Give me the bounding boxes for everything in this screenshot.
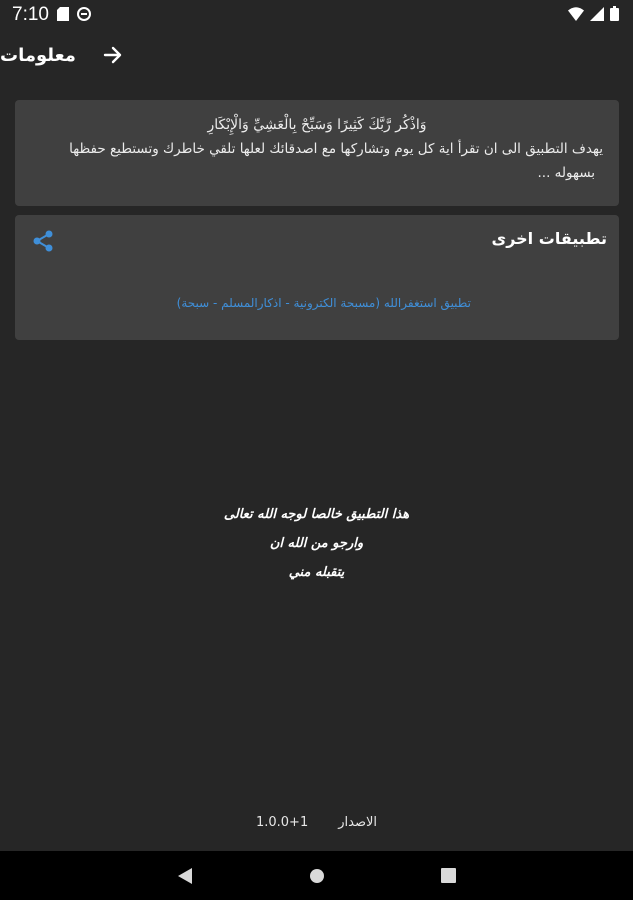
dedication-line-2: وارجو من الله ان <box>269 536 364 551</box>
page-title: معلومات <box>0 44 76 66</box>
square-recents-icon <box>441 868 456 883</box>
info-card <box>15 100 619 206</box>
wifi-icon <box>568 6 584 25</box>
nav-back-button[interactable] <box>173 864 197 888</box>
back-button[interactable] <box>98 40 128 70</box>
do-not-disturb-icon <box>77 6 91 25</box>
verse-text: وَاذْكُر رَّبَّكَ كَثِيرًا وَسَبِّحْ بِالْعَشِيِّ وَالْإِبْكَارِ <box>207 117 427 133</box>
other-app-link[interactable]: تطبيق استغفرالله (مسبحة الكترونية - اذكارالمسلم - سبحة) <box>176 296 471 310</box>
nav-recents-button[interactable] <box>437 864 461 888</box>
version-number: 1.0.0+1 <box>255 815 309 830</box>
app-description: يهدف التطبيق الى ان تقرأ اية كل يوم وتشاركها مع اصدقائك لعلها تلقي خاطرك وتستطيع حفظها <box>69 141 603 157</box>
other-apps-title: تطبيقات اخرى <box>491 229 607 248</box>
app-bar <box>0 30 633 80</box>
version-label: الاصدار <box>338 815 378 830</box>
other-apps-card <box>15 215 619 340</box>
share-button[interactable] <box>29 227 57 255</box>
nav-home-button[interactable] <box>305 864 329 888</box>
circle-home-icon <box>309 868 325 884</box>
app-description-continued: بسهوله ... <box>537 165 595 181</box>
version-info <box>0 815 633 830</box>
battery-icon <box>610 6 619 25</box>
signal-icon <box>590 6 604 25</box>
dedication-line-3: يتقبله مني <box>288 565 345 580</box>
arrow-back-icon <box>103 46 123 64</box>
status-bar <box>0 0 633 30</box>
navigation-bar <box>0 851 633 900</box>
status-time: 7:10 <box>12 4 49 25</box>
dedication-text <box>0 500 633 587</box>
dedication-line-1: هذا التطبيق خالصا لوجه الله تعالى <box>223 507 410 522</box>
triangle-back-icon <box>177 867 193 885</box>
sd-card-icon <box>57 6 69 25</box>
share-icon <box>32 230 54 252</box>
